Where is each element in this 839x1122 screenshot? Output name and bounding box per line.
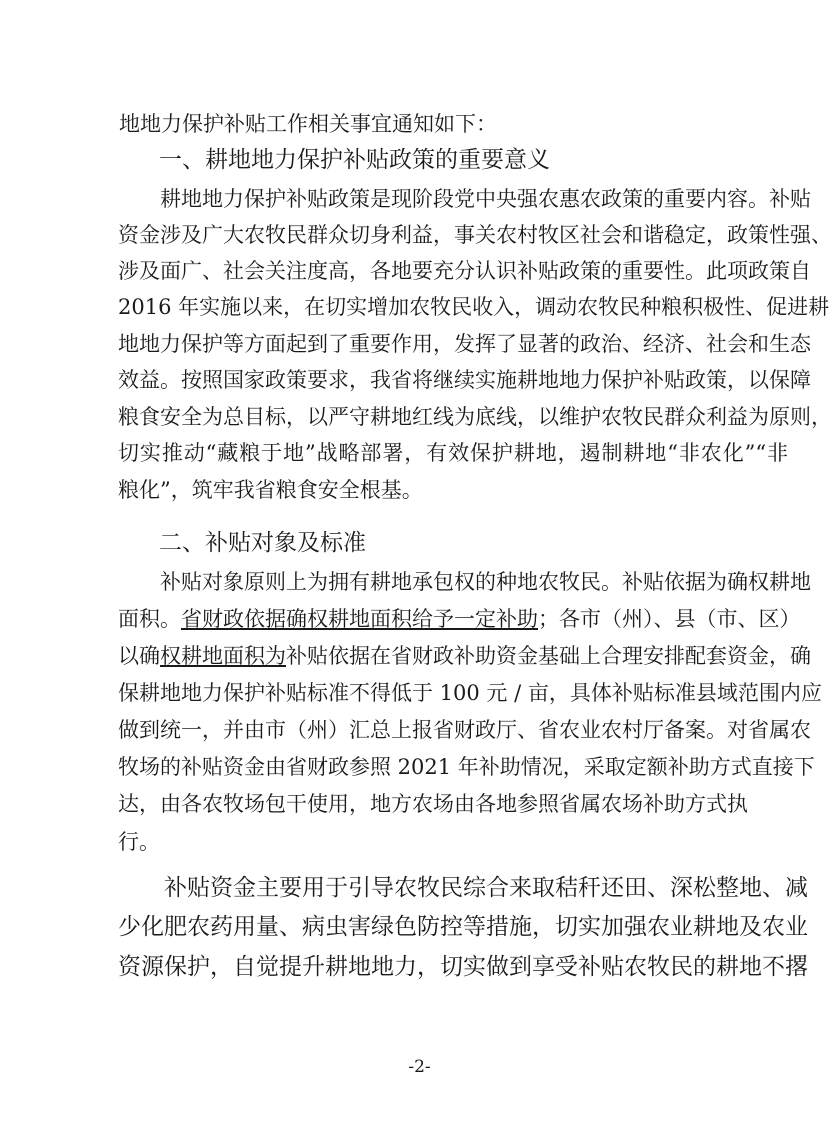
section-1-heading: 一、耕地地力保护补贴政策的重要意义 — [159, 147, 550, 173]
section-2-line-3-post: 补贴依据在省财政补助资金基础上合理安排配套资金，确 — [286, 644, 811, 668]
paragraph-3-line-2: 少化肥农药用量、病虫害绿色防控等措施，切实加强农业耕地及农业 — [118, 914, 808, 940]
section-2-line-4: 保耕地地力保护补贴标准不得低于 100 元 / 亩，具体补贴标准县域范围内应 — [118, 681, 822, 705]
section-2-line-2-pre: 面积。 — [118, 607, 181, 631]
section-1-line-6: 效益。按照国家政策要求，我省将继续实施耕地地力保护补贴政策，以保障 — [118, 368, 811, 392]
section-2-line-7: 达，由各农牧场包干使用，地方农场由各地参照省属农场补助方式执 — [118, 792, 748, 816]
section-1-line-7: 粮食安全为总目标，以严守耕地红线为底线，以维护农牧民群众利益为原则， — [118, 405, 832, 429]
section-1-line-4: 2016 年实施以来，在切实增加农牧民收入，调动农牧民种粮积极性、促进耕 — [118, 295, 830, 319]
section-1-line-9: 粮化”，筑牢我省粮食安全根基。 — [118, 478, 423, 502]
section-2-line-2 — [118, 606, 801, 632]
section-2-line-3-pre: 以确 — [118, 644, 160, 668]
page-number: -2- — [408, 1057, 431, 1077]
paragraph-3-line-1: 补贴资金主要用于引导农牧民综合来取秸秆还田、深松整地、减 — [164, 875, 808, 901]
section-2-heading: 二、补贴对象及标准 — [159, 530, 366, 556]
section-2-line-8: 行。 — [118, 830, 160, 854]
intro-line: 地地力保护补贴工作相关事宜通知如下： — [119, 112, 497, 136]
section-2-line-6: 牧场的补贴资金由省财政参照 2021 年补助情况，采取定额补助方式直接下 — [118, 755, 815, 779]
section-2-line-3-underlined: 权耕地面积为 — [160, 644, 286, 668]
section-2-line-5: 做到统一，并由市（州）汇总上报省财政厅、省农业农村厅备案。对省属农 — [118, 718, 811, 742]
section-1-line-2: 资金涉及广大农牧民群众切身利益，事关农村牧区社会和谐稳定，政策性强、 — [118, 223, 832, 247]
section-1-line-5: 地地力保护等方面起到了重要作用，发挥了显著的政治、经济、社会和生态 — [118, 332, 811, 356]
section-2-line-1: 补贴对象原则上为拥有耕地承包权的种地农牧民。补贴依据为确权耕地 — [160, 570, 811, 594]
section-1-line-1: 耕地地力保护补贴政策是现阶段党中央强农惠农政策的重要内容。补贴 — [160, 187, 811, 211]
paragraph-3-line-3: 资源保护，自觉提升耕地地力，切实做到享受补贴农牧民的耕地不撂 — [118, 954, 808, 980]
section-2-line-3 — [118, 643, 811, 669]
section-2-line-2-post: ；各市（州）、县（市、区） — [538, 607, 801, 631]
section-1-line-3: 涉及面广、社会关注度高，各地要充分认识补贴政策的重要性。此项政策自 — [118, 259, 811, 283]
section-2-line-2-underlined: 省财政依据确权耕地面积给予一定补助 — [181, 607, 538, 631]
section-1-line-8: 切实推动“藏粮于地”战略部署，有效保护耕地，遏制耕地“非农化”“非 — [118, 441, 788, 465]
